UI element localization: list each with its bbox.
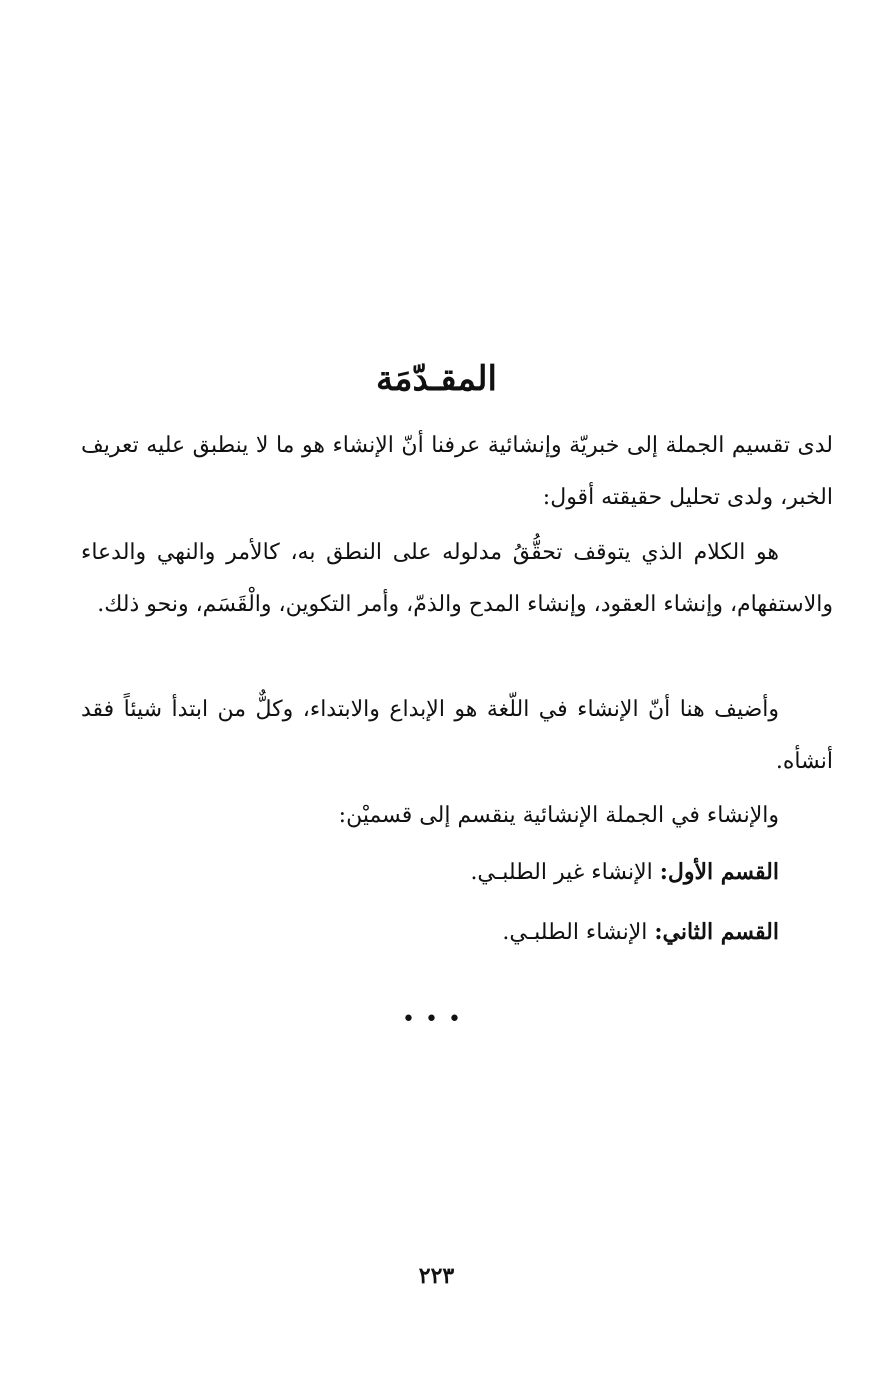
section-second-text: الإنشاء الطلبـي. — [502, 920, 648, 945]
page-number: ٢٢٣ — [418, 1263, 455, 1289]
paragraph-linguistic-meaning: وأضيف هنا أنّ الإنشاء في اللّغة هو الإبداع والابتداء، وكلٌّ من ابتدأ شيئاً فقد أنشأه. — [81, 697, 833, 774]
paragraph-definition-context: لدى تقسيم الجملة إلى خبريّة وإنشائية عرفنا أنّ الإنشاء هو ما لا ينطبق عليه تعريف الخبر، ولدى تحليل حقيقته أقول: — [81, 433, 833, 510]
section-first — [470, 846, 779, 899]
section-first-label: القسم الأول: — [659, 859, 779, 885]
section-ornament: ••• — [402, 1007, 471, 1032]
division-intro: والإنشاء في الجملة الإنشائية ينقسم إلى قسميْن: — [338, 803, 779, 828]
section-second-label: القسم الثاني: — [654, 919, 779, 945]
section-second — [502, 906, 779, 959]
page-title: المقـدّمَة — [376, 358, 497, 399]
paragraph-definition: هو الكلام الذي يتوقف تحقُّقُ مدلوله على النطق به، كالأمر والنهي والدعاء والاستفهام، وإنشاء العقود، وإنشاء المدح والذمّ، وأمر التكوين، والْقَسَم، ونحو ذلك. — [81, 540, 833, 617]
section-first-text: الإنشاء غير الطلبـي. — [470, 860, 653, 885]
